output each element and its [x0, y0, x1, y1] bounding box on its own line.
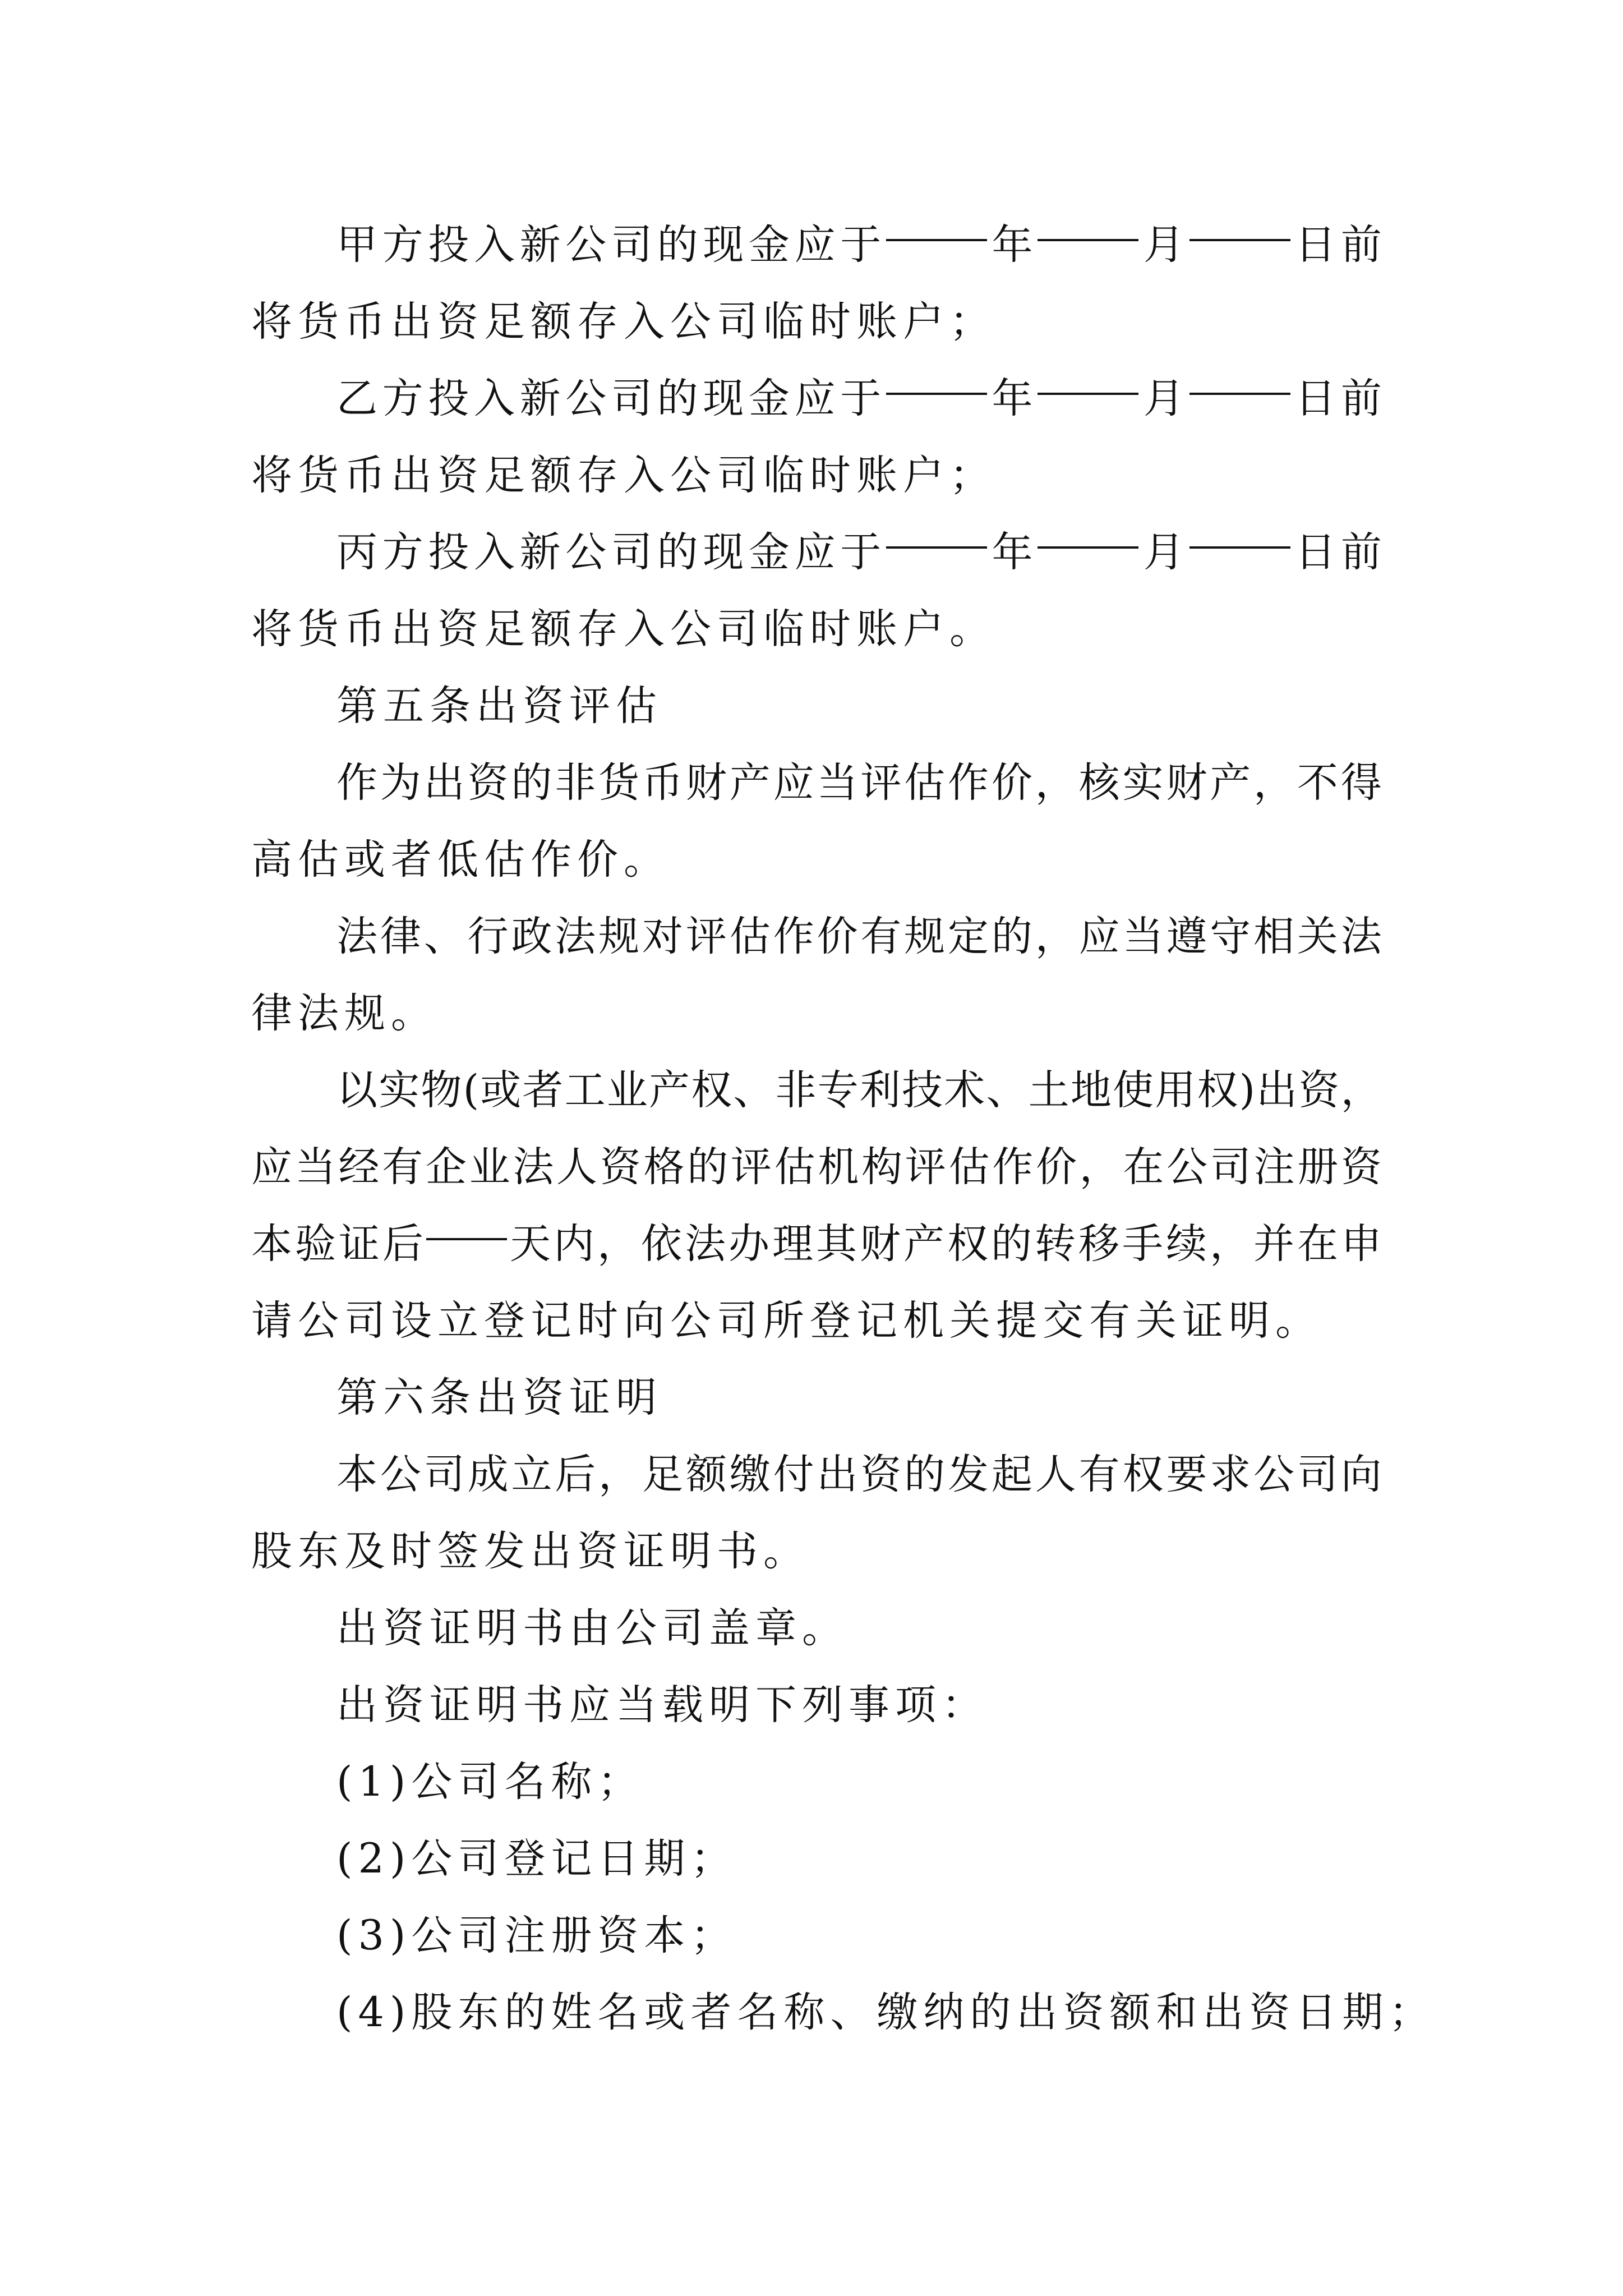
text-char: 以 — [336, 1066, 377, 1114]
fill-in-blank — [1189, 360, 1290, 395]
text-char: 非 — [555, 759, 596, 807]
paragraph-line: 请公司设立登记时向公司所登记机关提交有关证明。 — [251, 1297, 1322, 1345]
text-char: 出 — [1256, 1066, 1298, 1114]
text-char: 作 — [773, 913, 814, 960]
text-char: 财 — [685, 759, 727, 807]
text-char: 估 — [904, 759, 946, 807]
text-char: 方 — [382, 221, 423, 269]
text-char: 金 — [748, 528, 790, 576]
text-char: 利 — [859, 1066, 901, 1114]
text-char: 当 — [294, 1143, 336, 1191]
text-char: 应 — [251, 1143, 292, 1191]
text-char: 或 — [480, 1066, 522, 1114]
text-char: 转 — [1035, 1220, 1076, 1268]
text-char: 人 — [556, 1143, 598, 1191]
text-char: 天 — [510, 1220, 551, 1268]
text-char: 权 — [947, 1220, 988, 1268]
paragraph-line — [251, 360, 1382, 437]
text-char: 产 — [1210, 759, 1251, 807]
text-char: 月 — [1143, 221, 1184, 269]
text-char: 立 — [511, 1451, 552, 1498]
text-char: 求 — [1210, 1451, 1251, 1498]
text-char: 办 — [728, 1220, 769, 1268]
text-char: 投 — [428, 528, 469, 576]
text-char: 于 — [840, 375, 882, 422]
text-char: 产 — [903, 1220, 944, 1268]
text-char: 司 — [611, 221, 652, 269]
text-char: 者 — [522, 1066, 564, 1114]
text-char: 应 — [794, 375, 836, 422]
text-char: 经 — [338, 1143, 380, 1191]
text-char: 法 — [336, 913, 377, 960]
text-char: 足 — [642, 1451, 684, 1498]
text-char: 公 — [1253, 1451, 1295, 1498]
paragraph-line: 高估或者低估作价。 — [251, 836, 670, 884]
text-char: 公 — [565, 528, 607, 576]
text-char: 年 — [992, 221, 1033, 269]
text-char: 资 — [1298, 1066, 1340, 1114]
text-char: 当 — [1122, 913, 1164, 960]
text-char: ， — [597, 1220, 638, 1268]
text-char: 依 — [641, 1220, 682, 1268]
text-char: 现 — [703, 375, 744, 422]
text-char: 构 — [861, 1143, 903, 1191]
text-char: 乙 — [336, 375, 377, 422]
text-char: ， — [1035, 759, 1076, 807]
text-char: 在 — [1123, 1143, 1164, 1191]
text-char: 前 — [1340, 375, 1382, 422]
text-char: 后 — [555, 1451, 596, 1498]
text-char: 资 — [1340, 1143, 1382, 1191]
text-char: 用 — [1155, 1066, 1196, 1114]
paragraph-line: 将货币出资足额存入公司临时账户； — [251, 298, 996, 346]
text-char: 其 — [816, 1220, 857, 1268]
text-char: 本 — [251, 1220, 292, 1268]
text-char: 评 — [730, 1143, 772, 1191]
fill-in-blank — [886, 514, 987, 549]
fill-in-blank — [886, 206, 987, 241]
text-char: 于 — [840, 221, 882, 269]
text-char: 前 — [1340, 221, 1382, 269]
text-char: 应 — [1078, 913, 1120, 960]
text-char: 产 — [648, 1066, 690, 1114]
text-char: 实 — [1122, 759, 1164, 807]
text-char: 评 — [860, 759, 902, 807]
text-char: 术 — [944, 1066, 985, 1114]
text-char: 有 — [382, 1143, 423, 1191]
text-char: ( — [463, 1066, 479, 1114]
text-char: 实 — [379, 1066, 420, 1114]
paragraph-line: 律法规。 — [251, 990, 437, 1037]
text-char: 金 — [748, 375, 790, 422]
text-char: 新 — [519, 375, 561, 422]
text-char: 币 — [642, 759, 684, 807]
text-char: 法 — [513, 1143, 554, 1191]
text-char: 内 — [554, 1220, 594, 1268]
text-char: 价 — [1035, 1143, 1077, 1191]
text-char: 新 — [519, 528, 561, 576]
text-char: 付 — [773, 1451, 814, 1498]
text-char: 要 — [1166, 1451, 1207, 1498]
text-char: ) — [1239, 1066, 1256, 1114]
text-char: 为 — [380, 759, 421, 807]
text-char: 定 — [948, 913, 989, 960]
text-char: 货 — [598, 759, 640, 807]
text-char: 月 — [1143, 528, 1184, 576]
fill-in-blank — [1038, 206, 1138, 241]
text-char: 、 — [986, 1066, 1027, 1114]
text-char: 估 — [729, 913, 771, 960]
text-char: ， — [1340, 1066, 1382, 1114]
text-char: 价 — [991, 759, 1032, 807]
text-char: 的 — [657, 528, 698, 576]
section-heading: 第五条出资评估 — [336, 682, 662, 730]
text-char: 产 — [729, 759, 771, 807]
text-char: ， — [598, 1451, 640, 1498]
text-char: 、 — [733, 1066, 774, 1114]
text-char: 权 — [1122, 1451, 1164, 1498]
text-char: 月 — [1143, 375, 1184, 422]
fill-in-blank — [1038, 514, 1138, 549]
text-char: 的 — [904, 1451, 946, 1498]
text-char: 评 — [685, 913, 727, 960]
text-char: 行 — [467, 913, 509, 960]
text-char: 政 — [511, 913, 552, 960]
text-char: 日 — [1295, 221, 1336, 269]
text-char: 司 — [611, 375, 652, 422]
fill-in-blank — [1189, 206, 1290, 241]
list-item: (4)股东的姓名或者名称、缴纳的出资额和出资日期； — [336, 1989, 1436, 2036]
paragraph-line: 将货币出资足额存入公司临时账户； — [251, 452, 996, 499]
text-char: 财 — [1166, 759, 1207, 807]
text-char: 、 — [423, 913, 465, 960]
text-char: 缴 — [729, 1451, 771, 1498]
text-char: 续 — [1166, 1220, 1207, 1268]
text-char: 移 — [1078, 1220, 1119, 1268]
text-char: 应 — [794, 528, 836, 576]
text-char: 额 — [685, 1451, 727, 1498]
text-char: 并 — [1253, 1220, 1294, 1268]
text-char: 手 — [1122, 1220, 1163, 1268]
paragraph-line — [251, 514, 1382, 591]
text-char: 新 — [519, 221, 561, 269]
text-char: 司 — [1297, 1451, 1338, 1498]
text-char: 入 — [473, 528, 515, 576]
text-char: 地 — [1070, 1066, 1112, 1114]
text-char: 得 — [1340, 759, 1382, 807]
paragraph-line — [251, 744, 1382, 821]
text-char: 技 — [902, 1066, 943, 1114]
text-char: 司 — [611, 528, 652, 576]
text-char: 日 — [1295, 528, 1336, 576]
text-char: 证 — [339, 1220, 380, 1268]
text-char: 公 — [565, 375, 607, 422]
text-char: 权 — [1197, 1066, 1238, 1114]
text-char: 使 — [1113, 1066, 1154, 1114]
text-char: 财 — [860, 1220, 901, 1268]
text-char: 公 — [380, 1451, 421, 1498]
text-char: 投 — [428, 375, 469, 422]
text-char: 核 — [1078, 759, 1120, 807]
text-char: 业 — [469, 1143, 510, 1191]
text-char: 申 — [1341, 1220, 1382, 1268]
fill-in-blank — [426, 1205, 507, 1240]
text-char: 价 — [817, 913, 858, 960]
text-char: 有 — [1078, 1451, 1120, 1498]
text-char: 不 — [1297, 759, 1338, 807]
text-char: 物 — [421, 1066, 462, 1114]
text-char: 工 — [564, 1066, 606, 1114]
text-char: 法 — [685, 1220, 726, 1268]
text-char: 的 — [991, 1220, 1032, 1268]
text-char: 相 — [1253, 913, 1295, 960]
text-char: 注 — [1253, 1143, 1295, 1191]
text-char: 现 — [703, 221, 744, 269]
paragraph-line — [251, 206, 1382, 283]
text-char: 人 — [1035, 1451, 1076, 1498]
text-char: 于 — [840, 528, 882, 576]
paragraph-line — [251, 898, 1382, 975]
text-char: 本 — [336, 1451, 377, 1498]
list-item: (1)公司名称； — [336, 1758, 644, 1806]
text-char: 起 — [991, 1451, 1032, 1498]
text-char: 律 — [380, 913, 421, 960]
section-heading: 第六条出资证明 — [336, 1374, 662, 1421]
text-char: 对 — [642, 913, 684, 960]
text-char: 发 — [948, 1451, 989, 1498]
text-char: 法 — [555, 913, 596, 960]
text-char: 入 — [473, 221, 515, 269]
text-char: 资 — [467, 759, 509, 807]
text-char: 作 — [948, 759, 989, 807]
text-char: 企 — [425, 1143, 467, 1191]
paragraph-line: 将货币出资足额存入公司临时账户。 — [251, 605, 996, 653]
fill-in-blank — [1038, 360, 1138, 395]
paragraph-line — [251, 1205, 1382, 1282]
text-char: 专 — [817, 1066, 859, 1114]
list-item: (3)公司注册资本； — [336, 1912, 737, 1959]
text-char: 估 — [774, 1143, 815, 1191]
text-char: 的 — [687, 1143, 728, 1191]
text-char: 关 — [1297, 913, 1338, 960]
text-char: 理 — [772, 1220, 813, 1268]
text-char: 作 — [992, 1143, 1034, 1191]
text-char: 甲 — [336, 221, 377, 269]
text-char: 机 — [818, 1143, 859, 1191]
text-char: ， — [1253, 759, 1295, 807]
text-char: 现 — [703, 528, 744, 576]
paragraph-line — [251, 1129, 1382, 1205]
text-char: 遵 — [1166, 913, 1207, 960]
text-char: 应 — [794, 221, 836, 269]
text-char: 成 — [467, 1451, 509, 1498]
text-char: 业 — [606, 1066, 648, 1114]
text-char: ， — [1210, 1220, 1251, 1268]
text-char: 司 — [423, 1451, 465, 1498]
text-char: 的 — [991, 913, 1032, 960]
text-char: 作 — [336, 759, 377, 807]
text-char: 金 — [748, 221, 790, 269]
text-char: 日 — [1295, 375, 1336, 422]
text-char: 入 — [473, 375, 515, 422]
text-char: 向 — [1340, 1451, 1382, 1498]
text-char: 出 — [817, 1451, 858, 1498]
text-char: 年 — [992, 375, 1033, 422]
text-char: 应 — [773, 759, 814, 807]
text-char: 公 — [565, 221, 607, 269]
text-char: 的 — [657, 375, 698, 422]
paragraph-line: 股东及时签发出资证明书。 — [251, 1527, 810, 1575]
text-char: 规 — [904, 913, 946, 960]
paragraph-line — [251, 1436, 1382, 1513]
text-char: 投 — [428, 221, 469, 269]
text-char: 资 — [860, 1451, 902, 1498]
text-char: 有 — [860, 913, 902, 960]
text-char: 方 — [382, 528, 423, 576]
text-char: 后 — [382, 1220, 423, 1268]
paragraph-line: 出资证明书应当载明下列事项： — [336, 1681, 988, 1729]
text-char: 守 — [1210, 913, 1251, 960]
text-char: 丙 — [336, 528, 377, 576]
text-char: 法 — [1340, 913, 1382, 960]
text-char: ， — [1035, 913, 1076, 960]
text-char: 估 — [948, 1143, 990, 1191]
document-body — [251, 206, 1436, 2051]
text-char: 当 — [817, 759, 858, 807]
text-char: ， — [1079, 1143, 1121, 1191]
fill-in-blank — [1189, 514, 1290, 549]
text-char: 公 — [1166, 1143, 1208, 1191]
list-item: (2)公司登记日期； — [336, 1835, 737, 1883]
text-char: 在 — [1297, 1220, 1338, 1268]
paragraph-line — [251, 1052, 1382, 1129]
text-char: 前 — [1340, 528, 1382, 576]
fill-in-blank — [886, 360, 987, 395]
text-char: 年 — [992, 528, 1033, 576]
text-char: 的 — [511, 759, 552, 807]
text-char: 评 — [905, 1143, 946, 1191]
text-char: 非 — [775, 1066, 817, 1114]
text-char: 的 — [657, 221, 698, 269]
text-char: 出 — [423, 759, 465, 807]
text-char: 方 — [382, 375, 423, 422]
text-char: 格 — [643, 1143, 685, 1191]
text-char: 资 — [600, 1143, 641, 1191]
text-char: 权 — [691, 1066, 732, 1114]
text-char: 册 — [1297, 1143, 1339, 1191]
paragraph-line: 出资证明书由公司盖章。 — [336, 1604, 849, 1652]
text-char: 土 — [1028, 1066, 1069, 1114]
text-char: 规 — [598, 913, 640, 960]
text-char: 司 — [1210, 1143, 1251, 1191]
text-char: 验 — [295, 1220, 336, 1268]
